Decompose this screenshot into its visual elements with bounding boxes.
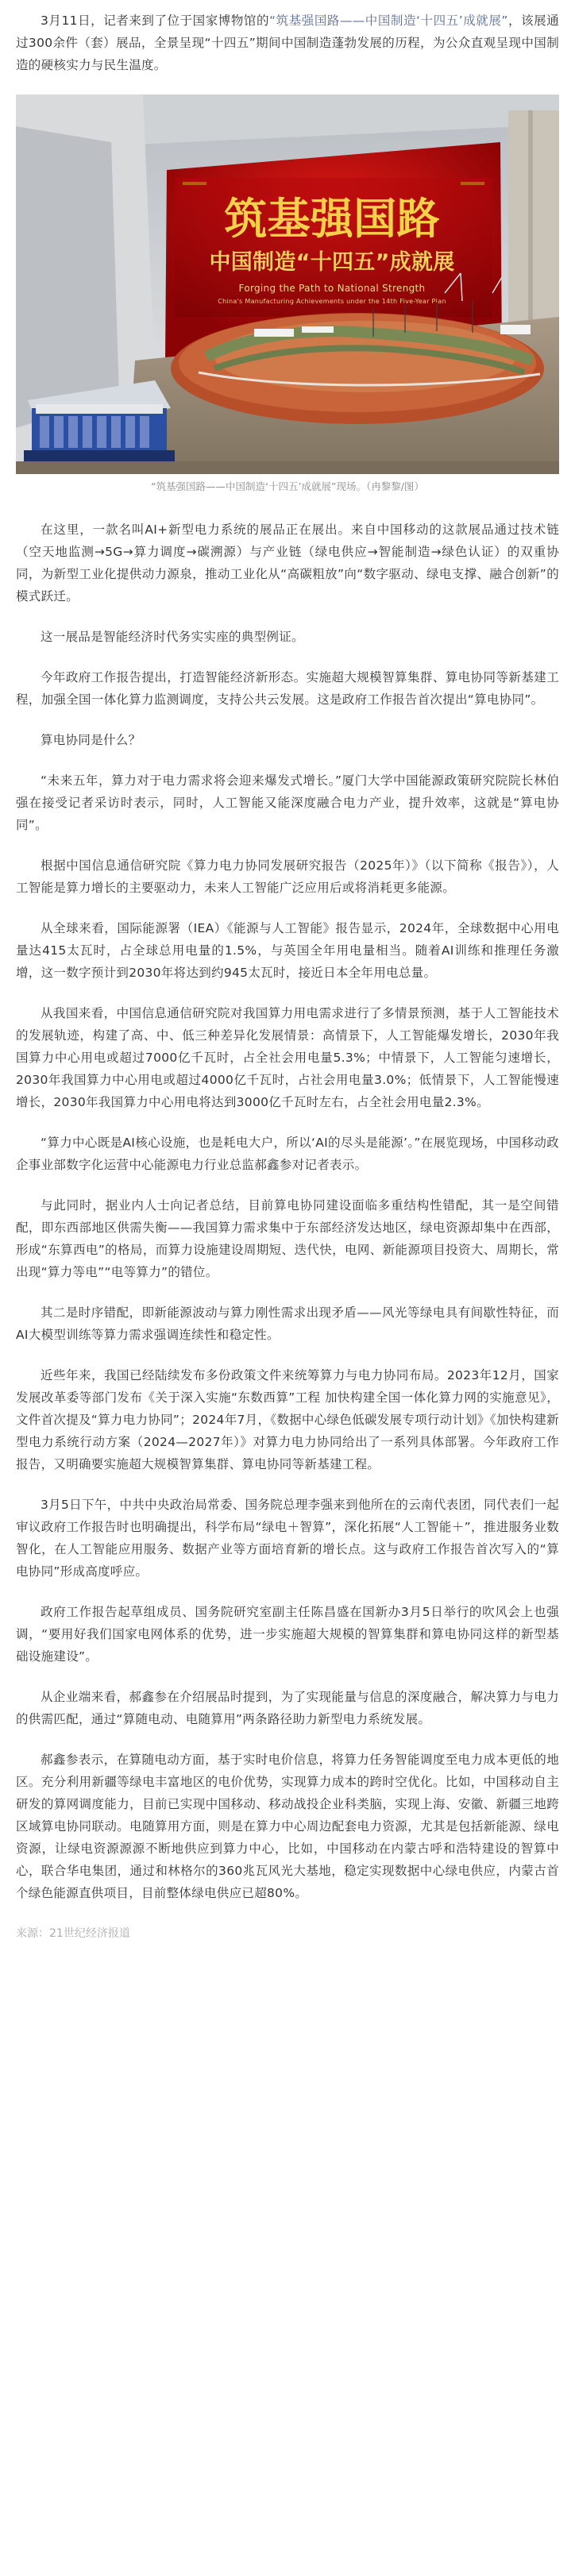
body-paragraph-14: 政府工作报告起草组成员、国务院研究室副主任陈昌盛在国新办3月5日举行的吹风会上也强调，“要用好我们国家电网体系的优势，进一步实施超大规模的智算集群和算电协同这样的新型基础设施建设”。: [16, 1605, 559, 1664]
intro-suffix: ，该展通过300余件（套）展品，全景呈现“十四五”期间中国制造蓬勃发展的历程，为公众直观呈现中国制造的硬核实力与民生温度。: [16, 13, 560, 72]
body-paragraph-16: 郝鑫参表示，在算随电动方面，基于实时电价信息，将算力任务智能调度至电力成本更低的地区。充分利用新疆等绿电丰富地区的电价优势，实现算力成本的跨时空优化。比如，中国移动自主研发的算网调度能力，目前已实现中国移动、移动战投企业科类脑，实现上海、安徽、新疆三地跨区域算电协同联动。电随算用方面，则是在算力中心周边配套电力资源，尤其是包括新能源、绿电资源，让绿电资源源源不断地供应到算力中心，比如，中国移动在内蒙古呼和浩特建设的智算中心，联合华电集团，通过和林格尔的360兆瓦风光大基地，稳定实现数据中心绿电供应，内蒙古首个绿色能源直供项目，目前整体绿电供应已超80%。: [16, 1753, 559, 1900]
body-paragraph-11: 其二是时序错配，即新能源波动与算力刚性需求出现矛盾——风光等绿电具有间歇性特征，而AI大模型训练等算力需求强调连续性和稳定性。: [16, 1305, 559, 1342]
body-paragraph-15: 从企业端来看，郝鑫参在介绍展品时提到，为了实现能量与信息的深度融合，解决算力与电力的供需匹配，通过“算随电动、电随算用”两条路径助力新型电力系统发展。: [16, 1690, 559, 1726]
exhibition-photo-illustration: [16, 94, 559, 474]
banner-english-line-1: Forging the Path to National Strength: [238, 283, 426, 294]
exhibition-link[interactable]: “筑基强国路——中国制造‘十四五’成就展”: [269, 13, 508, 28]
body-paragraph-7: 从全球来看，国际能源署（IEA）《能源与人工智能》报告显示，2024年，全球数据中心用电量达415太瓦时，占全球总用电量的1.5%，与英国全年用电量相当。随着AI训练和推理任务激增，这一数字预计到2030年将达到约945太瓦时，接近日本全年用电总量。: [16, 921, 559, 980]
photo-caption: “筑基强国路——中国制造‘十四五’成就展”现场。（冉黎黎/图）: [151, 480, 424, 492]
exhibition-photo: [16, 94, 559, 474]
body-paragraph-5: “未来五年，算力对于电力需求将会迎来爆发式增长。”厦门大学中国能源政策研究院院长林伯强在接受记者采访时表示，同时，人工智能又能深度融合电力产业，提升效率，这就是“算电协同”。: [16, 773, 559, 832]
body-paragraph-6: 根据中国信息通信研究院《算力电力协同发展研究报告（2025年）》（以下简称《报告》），人工智能是算力增长的主要驱动力，未来人工智能广泛应用后或将消耗更多能源。: [16, 858, 559, 895]
body-paragraph-10: 与此同时，据业内人士向记者总结，目前算电协同建设面临多重结构性错配，其一是空间错配，即东西部地区供需失衡——我国算力需求集中于东部经济发达地区，绿电资源却集中在西部，形成“东算西电”的格局，而算力设施建设周期短、迭代快，电网、新能源项目投资大、周期长，常出现“算力等电”“电等算力”的错位。: [16, 1198, 559, 1279]
intro-prefix: 3月11日，记者来到了位于国家博物馆的: [41, 13, 270, 28]
section-question: 算电协同是什么？: [41, 733, 141, 747]
body-paragraph-13: 3月5日下午，中共中央政治局常委、国务院总理李强来到他所在的云南代表团，同代表们一起审议政府工作报告时也明确提出，科学布局“绿电＋智算”，深化拓展“人工智能＋”，推进服务业数智化，在人工智能应用服务、数据产业等方面培育新的增长点。这与政府工作报告首次写入的“算电协同”形成高度呼应。: [16, 1498, 559, 1579]
body-paragraph-8: 从我国来看，中国信息通信研究院对我国算力用电需求进行了多情景预测，基于人工智能技术的发展轨迹，构建了高、中、低三种差异化发展情景：高情景下，人工智能爆发增长，2030年我国算力中心用电或超过7000亿千瓦时，占全社会用电量5.3%；中情景下，人工智能匀速增长，2030年我国算力中心用电或超过4000亿千瓦时，占社会用电量3.0%；低情景下，人工智能慢速增长，2030年我国算力中心用电将达到3000亿千瓦时左右，占全社会用电量2.3%。: [16, 1006, 559, 1109]
banner-english-line-2: China's Manufacturing Achievements under the 14th Five-Year Plan: [218, 298, 446, 305]
body-paragraph-3: 今年政府工作报告提出，打造智能经济新形态。实施超大规模智算集群、算电协同等新基建工程，加强全国一体化算力监测调度，支持公共云发展。这是政府工作报告首次提出“算电协同”。: [16, 670, 559, 707]
article-source: 来源：21世纪经济报道: [16, 1927, 130, 1940]
body-paragraph-2: 这一展品是智能经济时代务实实座的典型例证。: [41, 630, 304, 644]
banner-subtitle: 中国制造“十四五”成就展: [209, 250, 455, 275]
intro-paragraph: [16, 10, 559, 76]
body-paragraph-12: 近些年来，我国已经陆续发布多份政策文件来统筹算力与电力协同布局。2023年12月，国家发展改革委等部门发布《关于深入实施“东数西算”工程 加快构建全国一体化算力网的实施意见》，文件首次提及“算力电力协同”；2024年7月，《数据中心绿色低碳发展专项行动计划》《加快构建新型电力系统行动方案（2024—2027年）》对算力电力协同给出了一系列具体部署。今年政府工作报告，又明确要实施超大规模智算集群、算电协同等新基建工程。: [16, 1368, 559, 1471]
body-paragraph-9: “算力中心既是AI核心设施，也是耗电大户，所以‘AI的尽头是能源’。”在展览现场，中国移动政企事业部数字化运营中心能源电力行业总监郝鑫参对记者表示。: [16, 1136, 559, 1172]
banner-title: 筑基强国路: [224, 194, 440, 244]
body-paragraph-1: 在这里，一款名叫AI+新型电力系统的展品正在展出。来自中国移动的这款展品通过技术链（空天地监测→5G→算力调度→碳溯源）与产业链（绿电供应→智能制造→绿色认证）的双重协同，为新型工业化提供动力源泉，推动工业化从“高碳粗放”向“数字驱动、绿电支撑、融合创新”的模式跃迁。: [16, 523, 559, 604]
